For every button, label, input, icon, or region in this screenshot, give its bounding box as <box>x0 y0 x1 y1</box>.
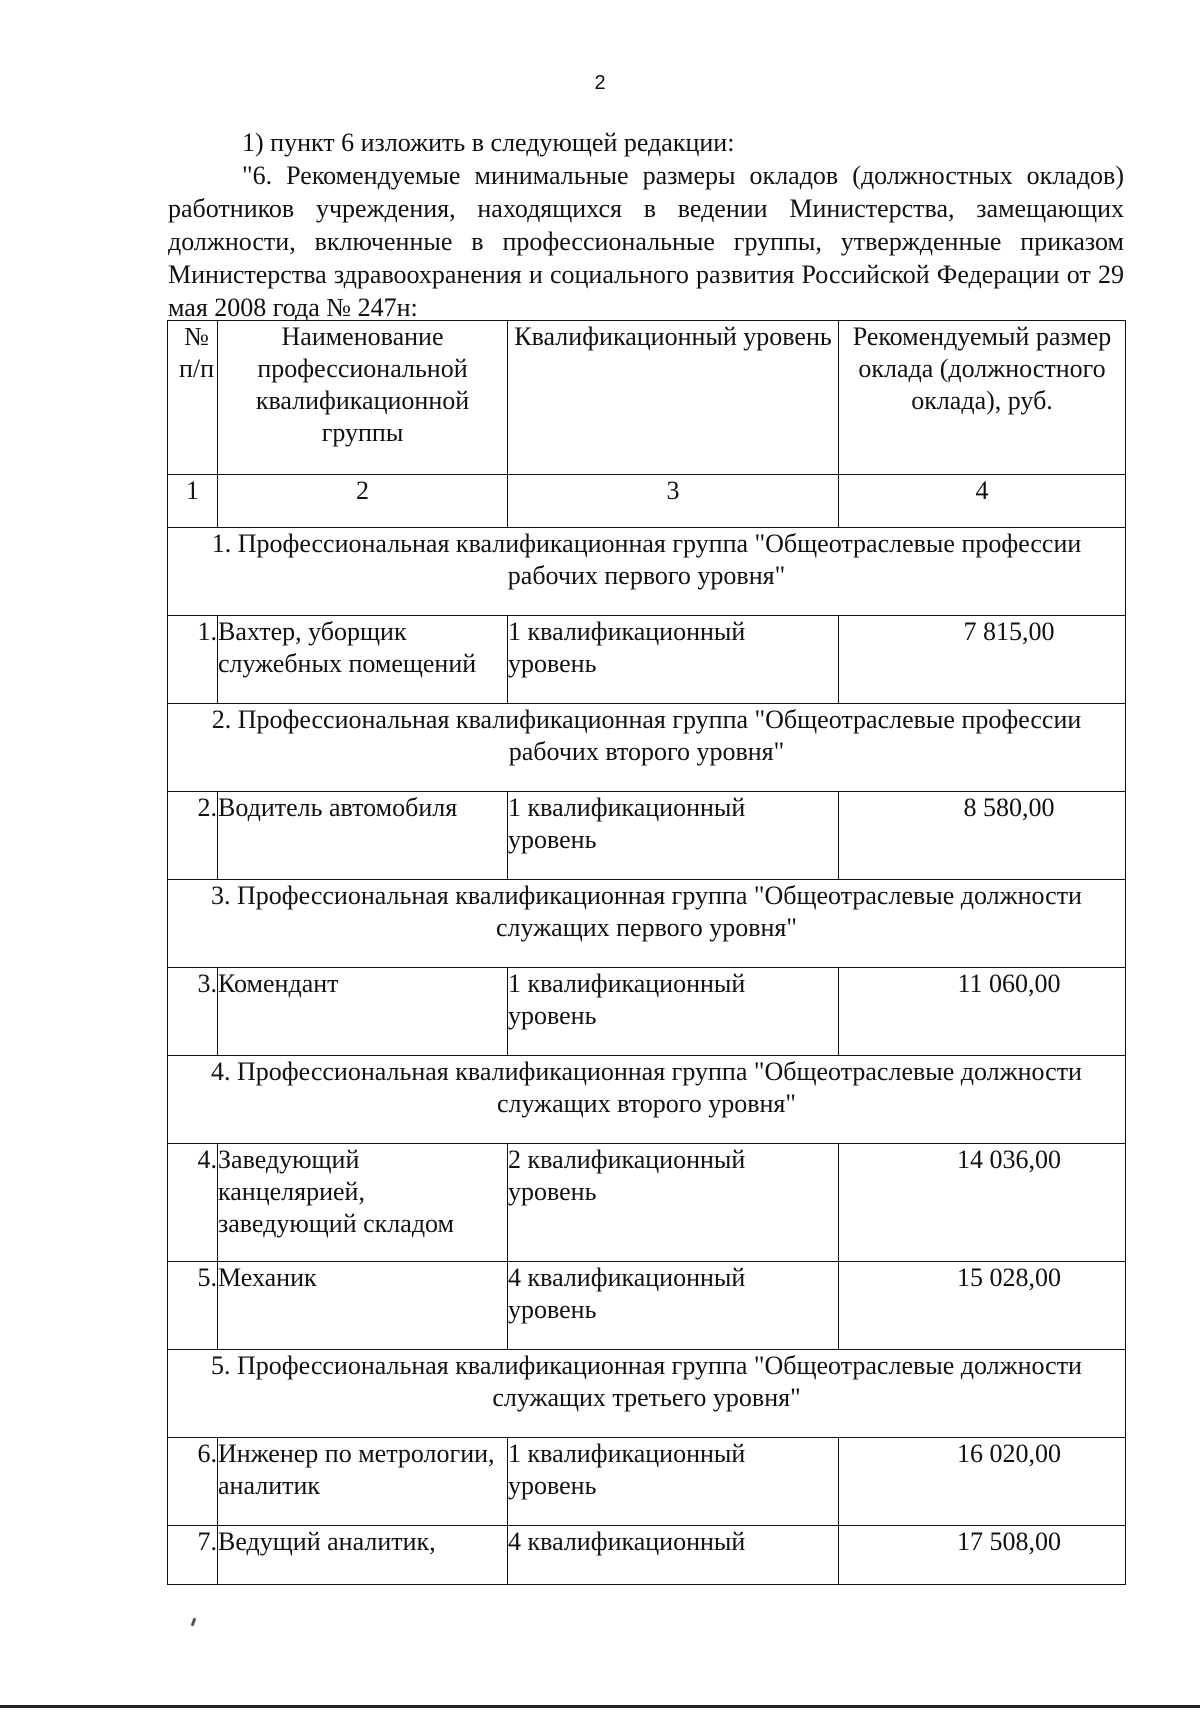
row-level: 1 квалификационный уровень <box>508 792 839 880</box>
row-name: Комендант <box>218 968 508 1056</box>
group-row <box>168 1350 1126 1438</box>
table-row <box>168 1144 1126 1262</box>
row-name: Инженер по метрологии, аналитик <box>218 1438 508 1526</box>
group-row <box>168 704 1126 792</box>
group-row <box>168 528 1126 616</box>
row-salary: 14 036,00 <box>839 1144 1126 1262</box>
row-number: 3. <box>168 968 218 1056</box>
row-name: Заведующий канцелярией, заведующий складом <box>218 1144 508 1262</box>
group-title: 5. Профессиональная квалификационная группа "Общеотраслевые должности служащих третьего уровня" <box>168 1350 1126 1438</box>
row-name: Водитель автомобиля <box>218 792 508 880</box>
row-number: 4. <box>168 1144 218 1262</box>
column-number: 4 <box>839 475 1126 528</box>
salary-table <box>167 320 1126 1585</box>
row-level: 1 квалификационный уровень <box>508 1438 839 1526</box>
row-salary: 11 060,00 <box>839 968 1126 1056</box>
intro-line: 1) пункт 6 изложить в следующей редакции: <box>242 128 735 157</box>
intro-paragraph: "6. Рекомендуемые минимальные размеры окладов (должностных окладов) работников учреждения, находящихся в ведении Министерства, замещающих должности, включенные в профессиональные группы, утвержденные приказом Министерства здравоохранения и социального развития Российской Федерации от 29 мая 2008 года № 247н: <box>168 161 1124 322</box>
group-title: 2. Профессиональная квалификационная группа "Общеотраслевые профессии рабочих второго уровня" <box>168 704 1126 792</box>
table-row <box>168 968 1126 1056</box>
group-title: 3. Профессиональная квалификационная группа "Общеотраслевые должности служащих первого уровня" <box>168 880 1126 968</box>
row-level: 1 квалификационный уровень <box>508 968 839 1056</box>
row-level: 1 квалификационный уровень <box>508 616 839 704</box>
row-number: 7. <box>168 1526 218 1585</box>
column-number: 3 <box>508 475 839 528</box>
header-level: Квалификационный уровень <box>508 321 839 475</box>
group-row <box>168 880 1126 968</box>
header-salary: Рекомендуемый размер оклада (должностного оклада), руб. <box>839 321 1126 475</box>
group-title: 1. Профессиональная квалификационная группа "Общеотраслевые профессии рабочих первого уровня" <box>168 528 1126 616</box>
row-name: Механик <box>218 1262 508 1350</box>
row-name: Ведущий аналитик, <box>218 1526 508 1585</box>
header-number: № п/п <box>168 321 218 475</box>
row-salary: 16 020,00 <box>839 1438 1126 1526</box>
table-row <box>168 792 1126 880</box>
table-row <box>168 1438 1126 1526</box>
row-salary: 7 815,00 <box>839 616 1126 704</box>
row-level: 2 квалификационный уровень <box>508 1144 839 1262</box>
row-name: Вахтер, уборщик служебных помещений <box>218 616 508 704</box>
row-number: 2. <box>168 792 218 880</box>
scan-speck <box>191 1618 197 1627</box>
column-number: 1 <box>168 475 218 528</box>
page-number: 2 <box>594 72 606 94</box>
table-header-row <box>168 321 1126 475</box>
row-number: 6. <box>168 1438 218 1526</box>
column-number-row <box>168 475 1126 528</box>
table-row <box>168 1526 1126 1585</box>
header-group-name: Наименование профессиональной квалификационной группы <box>218 321 508 475</box>
table-row <box>168 616 1126 704</box>
row-level: 4 квалификационный <box>508 1526 839 1585</box>
row-salary: 17 508,00 <box>839 1526 1126 1585</box>
group-title: 4. Профессиональная квалификационная группа "Общеотраслевые должности служащих второго уровня" <box>168 1056 1126 1144</box>
column-number: 2 <box>218 475 508 528</box>
scan-edge-line <box>0 1705 1200 1708</box>
group-row <box>168 1056 1126 1144</box>
row-number: 1. <box>168 616 218 704</box>
row-salary: 8 580,00 <box>839 792 1126 880</box>
row-level: 4 квалификационный уровень <box>508 1262 839 1350</box>
row-salary: 15 028,00 <box>839 1262 1126 1350</box>
table-row <box>168 1262 1126 1350</box>
row-number: 5. <box>168 1262 218 1350</box>
